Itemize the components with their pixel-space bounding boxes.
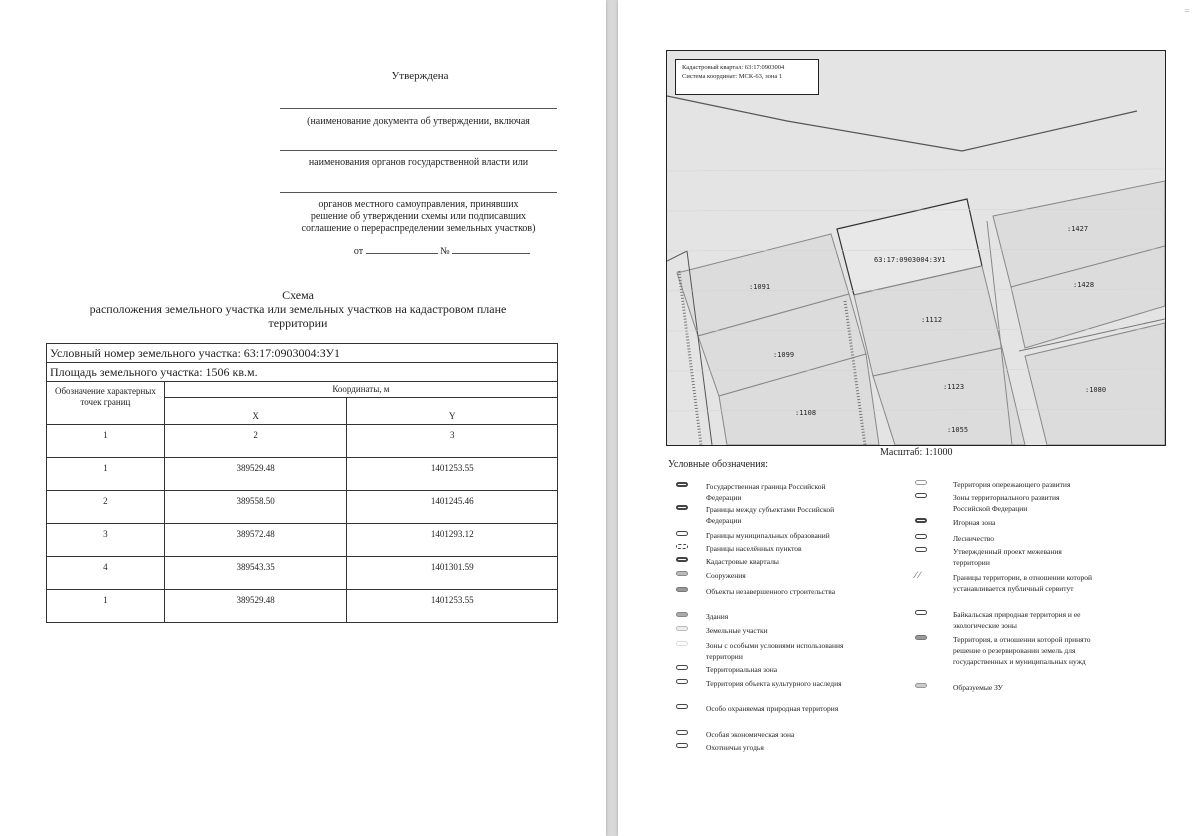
- unfinished-swatch-icon: [676, 587, 688, 592]
- boundary-swatch-icon: [676, 482, 688, 487]
- settlement-swatch-icon: [676, 544, 688, 549]
- territorial-zone-swatch-icon: [676, 665, 688, 670]
- forestry-swatch-icon: [915, 534, 927, 539]
- coordinates-header: Координаты, м: [164, 382, 557, 398]
- parcel-label-1091: :1091: [749, 283, 771, 291]
- approval-rule: [280, 192, 557, 193]
- x-cell: 389543.35: [164, 557, 347, 590]
- parcel-swatch-icon: [676, 626, 688, 631]
- y-header: Y: [347, 398, 558, 425]
- parcel-label-1055: :1055: [947, 426, 969, 434]
- legend-title: Условные обозначения:: [668, 459, 769, 470]
- new-parcel-swatch-icon: [915, 683, 927, 688]
- y-cell: 1401293.12: [347, 524, 558, 557]
- table-row: [47, 590, 558, 623]
- approval-rule: [280, 108, 557, 109]
- approval-line: органов местного самоуправления, принявших: [318, 199, 519, 210]
- coordinates-table: [46, 343, 558, 623]
- approval-title: Утверждена: [391, 70, 449, 82]
- table-row: [47, 557, 558, 590]
- cadastral-map: [666, 50, 1166, 446]
- approval-line: (наименование документа об утверждении, включая: [307, 116, 530, 127]
- parcel-label-1108: :1108: [795, 409, 817, 417]
- point-cell: 3: [47, 524, 165, 557]
- map-scale: Масштаб: 1:1000: [880, 447, 953, 458]
- scheme-title-line: Схема: [282, 288, 314, 302]
- table-row: [47, 524, 558, 557]
- points-header: Обозначение характерных точек границ: [47, 382, 165, 425]
- economic-zone-swatch-icon: [676, 730, 688, 735]
- y-cell: 1401253.55: [347, 458, 558, 491]
- protected-area-swatch-icon: [676, 704, 688, 709]
- x-cell: 389558.50: [164, 491, 347, 524]
- area-cell: Площадь земельного участка: 1506 кв.м.: [47, 363, 558, 382]
- parcel-label-1080: :1080: [1085, 386, 1107, 394]
- parcel-label-1099: :1099: [773, 351, 795, 359]
- coordinate-system-label: Система координат: МСК-63, зона 1: [682, 73, 783, 80]
- table-cell: 2: [164, 425, 347, 458]
- approval-line: соглашение о перераспределении земельных участков): [301, 223, 536, 234]
- hunting-swatch-icon: [676, 743, 688, 748]
- number-label: №: [440, 246, 450, 257]
- conditional-number-cell: Условный номер земельного участка: 63:17:0903004:ЗУ1: [47, 344, 558, 363]
- map-info-box: [675, 59, 819, 95]
- advanced-dev-swatch-icon: [915, 480, 927, 485]
- point-cell: 1: [47, 590, 165, 623]
- dev-zone-swatch-icon: [915, 493, 927, 498]
- table-row: [47, 458, 558, 491]
- table-index-row: [47, 425, 558, 458]
- structure-swatch-icon: [676, 571, 688, 576]
- easement-swatch-icon: ⁄ ⁄: [915, 570, 921, 580]
- date-blank: [366, 244, 438, 254]
- x-cell: 389572.48: [164, 524, 347, 557]
- parcel-label-1428: :1428: [1073, 281, 1095, 289]
- x-cell: 389529.48: [164, 458, 347, 491]
- table-cell: 1: [47, 425, 165, 458]
- cadastral-quarter-label: Кадастровый квартал: 63:17:0903004: [682, 64, 785, 71]
- boundary-swatch-icon: [676, 505, 688, 510]
- y-cell: 1401245.46: [347, 491, 558, 524]
- x-header: X: [164, 398, 347, 425]
- x-cell: 389529.48: [164, 590, 347, 623]
- zone-swatch-icon: [676, 641, 688, 646]
- point-cell: 1: [47, 458, 165, 491]
- heritage-swatch-icon: [676, 679, 688, 684]
- building-swatch-icon: [676, 612, 688, 617]
- corner-mark: =: [1184, 6, 1190, 17]
- approval-line: наименования органов государственной власти или: [308, 157, 529, 168]
- reserved-land-swatch-icon: [915, 635, 927, 640]
- scheme-title-line: территории: [268, 316, 328, 330]
- point-cell: 2: [47, 491, 165, 524]
- scheme-title-line: расположения земельного участка или земельных участков на кадастровом плане: [89, 302, 507, 316]
- approval-date-number-line: [342, 244, 542, 257]
- parcel-label-zu1: 63:17:0903004:ЗУ1: [874, 256, 946, 264]
- table-row: [47, 491, 558, 524]
- boundary-swatch-icon: [676, 531, 688, 536]
- from-label: от: [353, 246, 364, 257]
- approval-line: решение об утверждении схемы или подписавших: [310, 211, 527, 222]
- survey-project-swatch-icon: [915, 547, 927, 552]
- baikal-swatch-icon: [915, 610, 927, 615]
- document-page-right: = Кадастровый квартал: 63:17:0903004 Система координат: МСК-63, зона 1 63:17:0903004:ЗУ1 :1091 :1099 :1108 :1112 :1123 :1055 :1427 :1428 :1080 Масштаб: 1:1000 Условные обозначения: Государственная граница Российской Федерации Границы между субъектами Российской Федерации Границы муниципальных образований Границы населённых пунктов Кадастровые кварталы Сооружения Объекты незавершенного строительства Здания Земельные участки Зоны с особыми условиями использования территории Территориальная зона Территория объекта культурного наследия Особо охраняемая природная территория Особая экономическая зона Охотничьи угодья Территория опережающего развития Зоны территориального развития Российской Федерации Игорная зона Лесничество Утвержденный проект межевания территории ⁄ ⁄ Границы территории, в отношении которой устанавливается публичный сервитут Байкальская природная территория и ее экологические зоны Территория, в отношении которой принято решение о резервировании земель для государственных и муниципальных нужд Образуемые ЗУ: [618, 0, 1200, 836]
- parcel-label-1427: :1427: [1067, 225, 1089, 233]
- y-cell: 1401301.59: [347, 557, 558, 590]
- point-cell: 4: [47, 557, 165, 590]
- scheme-title: [50, 288, 546, 330]
- parcel-label-1112: :1112: [921, 316, 943, 324]
- parcel-label-1123: :1123: [943, 383, 965, 391]
- approval-rule: [280, 150, 557, 151]
- quarter-swatch-icon: [676, 557, 688, 562]
- gambling-zone-swatch-icon: [915, 518, 927, 523]
- number-blank: [452, 244, 530, 254]
- y-cell: 1401253.55: [347, 590, 558, 623]
- table-cell: 3: [347, 425, 558, 458]
